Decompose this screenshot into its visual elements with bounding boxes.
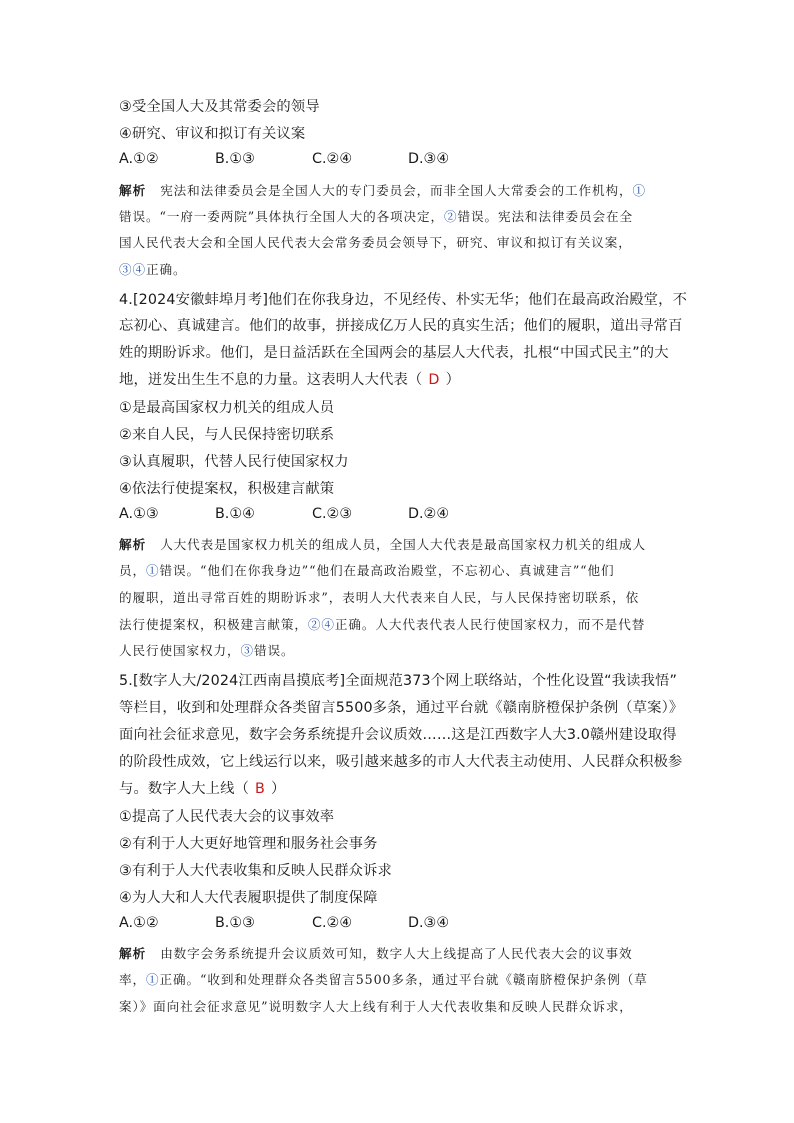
q4-explanation-line-3: 的履职，道出寻常百姓的期盼诉求”，表明人大代表来自人民，与人民保持密切联系，依 <box>119 590 640 605</box>
q4-answer: D <box>428 372 440 388</box>
q5-stem-line-2: 等栏目，收到和处理群众各类留言5500多条，通过平台就《赣南脐橙保护条例（草案）》 <box>119 700 684 716</box>
q4-explanation-line-2: 员，①错误。“他们在你我身边”“他们在最高政治殿堂，不忘初心、真诚建言”“他们 <box>119 563 615 578</box>
q4-option-c: C.②③ <box>312 506 353 522</box>
q4-option-b: B.①④ <box>215 506 255 522</box>
q4-stem-line-4: 地，迸发出生生不息的力量。这表明人大代表（ D ） <box>119 372 461 388</box>
q5-stem-line-5: 与。数字人大上线（ B ） <box>119 781 286 797</box>
explanation-label: 解析 <box>119 537 147 552</box>
q4-stem-line-1: 4.[2024安徽蚌埠月考]他们在你我身边，不见经传、朴实无华；他们在最高政治殿堂，不 <box>119 292 688 308</box>
q5-stem-line-4: 的阶段性成效，它上线运行以来，吸引越来越多的市人大代表主动使用、人民群众积极参 <box>119 754 683 770</box>
q3-option-b: B.①③ <box>215 151 255 167</box>
q3-explanation-line-4: ③④正确。 <box>119 262 187 277</box>
q3-explanation-line-1: 解析 宪法和法律委员会是全国人大的专门委员会，而非全国人大常委会的工作机构，① <box>119 183 646 198</box>
q5-stem-line-1: 5.[数字人大/2024江西南昌摸底考]全面规范373个网上联络站，个性化设置“我读我悟” <box>119 673 678 689</box>
q5-option-c: C.②④ <box>312 915 353 931</box>
q4-option-a: A.①③ <box>119 506 159 522</box>
q5-option-d: D.③④ <box>408 915 450 931</box>
q5-option-a: A.①② <box>119 915 159 931</box>
q3-explanation-line-3: 国人民代表大会和全国人民代表大会常务委员会领导下，研究、审议和拟订有关议案， <box>119 235 632 250</box>
q5-answer: B <box>255 781 265 797</box>
q4-item-2: ②来自人民，与人民保持密切联系 <box>119 427 335 443</box>
q5-explanation-line-2: 率，①正确。“收到和处理群众各类留言5500多条，通过平台就《赣南脐橙保护条例（草 <box>119 972 648 987</box>
q3-option-a: A.①② <box>119 151 159 167</box>
q5-stem-line-3: 面向社会征求意见，数字会务系统提升会议质效……这是江西数字人大3.0赣州建设取得 <box>119 727 677 743</box>
explanation-label: 解析 <box>119 946 147 961</box>
explanation-label: 解析 <box>119 183 147 198</box>
q4-item-3: ③认真履职，代替人民行使国家权力 <box>119 454 349 470</box>
q4-explanation-line-4: 法行使提案权，积极建言献策，②④正确。人大代表代表人民行使国家权力，而不是代替 <box>119 617 646 632</box>
q3-explanation-line-2: 错误。“一府一委两院”具体执行全国人大的各项决定，②错误。宪法和法律委员会在全 <box>119 209 633 224</box>
q3-item-4: ④研究、审议和拟订有关议案 <box>119 126 306 142</box>
q3-option-c: C.②④ <box>312 151 353 167</box>
q4-item-4: ④依法行使提案权，积极建言献策 <box>119 481 335 497</box>
q5-explanation-line-3: 案）》面向社会征求意见”说明数字人大上线有利于人大代表收集和反映人民群众诉求， <box>119 999 633 1014</box>
q4-stem-line-2: 忘初心、真诚建言。他们的故事，拼接成亿万人民的真实生活；他们的履职，道出寻常百 <box>119 318 683 334</box>
q4-option-d: D.②④ <box>408 506 450 522</box>
q4-item-1: ①是最高国家权力机关的组成人员 <box>119 400 335 416</box>
q5-item-3: ③有利于人大代表收集和反映人民群众诉求 <box>119 863 393 879</box>
q5-option-b: B.①③ <box>215 915 255 931</box>
q5-item-4: ④为人大和人大代表履职提供了制度保障 <box>119 890 378 906</box>
q3-option-d: D.③④ <box>408 151 450 167</box>
q5-explanation-line-1: 解析 由数字会务系统提升会议质效可知，数字人大上线提高了人民代表大会的议事效 <box>119 946 633 961</box>
q5-item-1: ①提高了人民代表大会的议事效率 <box>119 809 335 825</box>
q3-item-3: ③受全国人大及其常委会的领导 <box>119 99 320 115</box>
q5-item-2: ②有利于人大更好地管理和服务社会事务 <box>119 836 378 852</box>
q4-explanation-line-5: 人民行使国家权力，③错误。 <box>119 643 295 658</box>
q4-explanation-line-1: 解析 人大代表是国家权力机关的组成人员，全国人大代表是最高国家权力机关的组成人 <box>119 537 646 552</box>
q4-stem-line-3: 姓的期盼诉求。他们，是日益活跃在全国两会的基层人大代表，扎根“中国式民主”的大 <box>119 345 669 361</box>
